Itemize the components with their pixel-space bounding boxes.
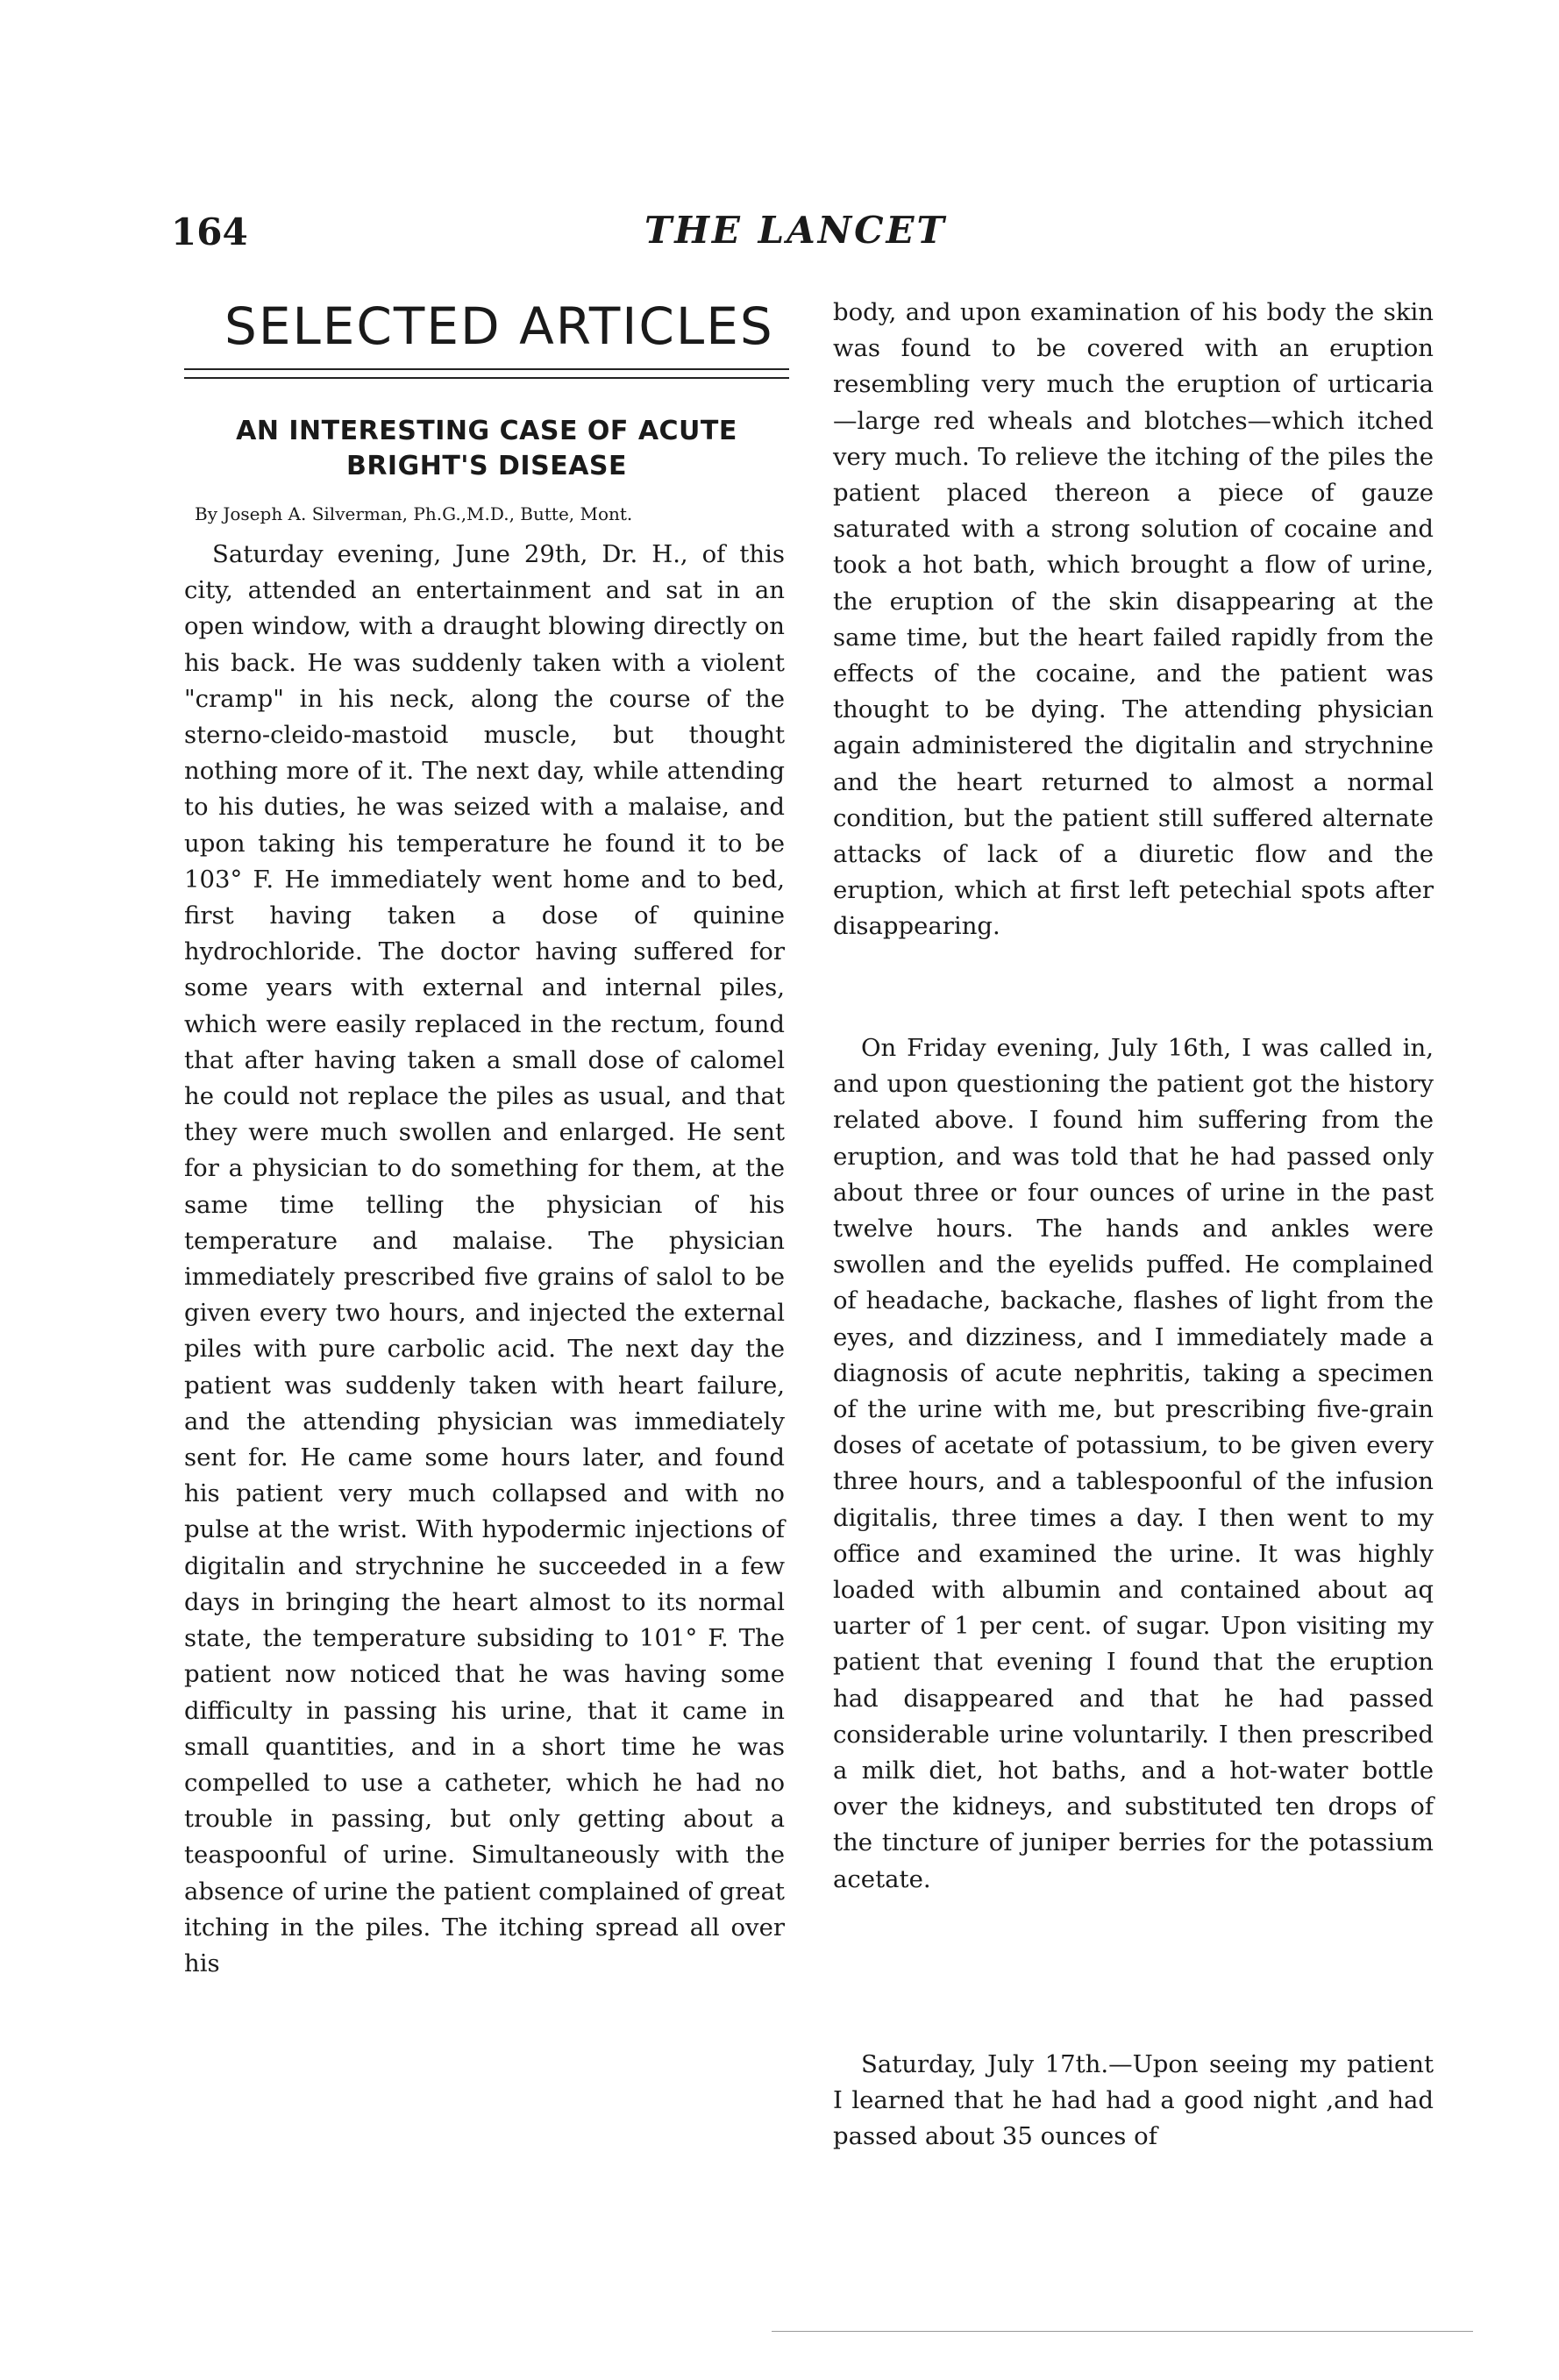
footer-rule bbox=[772, 2331, 1473, 2332]
article-paragraph-1: Saturday evening, June 29th, Dr. H., of this city, attended an entertainment and sat in an open window, with a draught blowing directly on his back. He was suddenly taken with a violent "cramp" in his neck, along the course of the sterno-cleido-mastoid muscle, but thought nothing more of it. The next day, while attending to his duties, he was seized with a malaise, and upon taking his temperature he found it to be 103° F. He immediately went home and to bed, first having taken a dose of quinine hydrochloride. The doctor having suffered for some years with external and internal piles, which were easily replaced in the rectum, found that after having taken a small dose of calomel he could not replace the piles as usual, and that they were much swollen and enlarged. He sent for a physician to do something for them, at the same time telling the physician of his temperature and malaise. The physician immediately prescribed five grains of salol to be given every two hours, and injected the external piles with pure carbolic acid. The next day the patient was suddenly taken with heart failure, and the attending physician was immediately sent for. He came some hours later, and found his patient very much collapsed and with no pulse at the wrist. With hypodermic injections of digitalin and strychnine he succeeded in a few days in bringing the heart almost to its normal state, the temperature subsiding to 101° F. The patient now noticed that he was having some difficulty in passing his urine, that it came in small quantities, and in a short time he was compelled to use a catheter, which he had no trouble in passing, but only getting about a teaspoonful of urine. Simultaneously with the absence of urine the patient complained of great itching in the piles. The itching spread all over his bbox=[184, 540, 785, 1977]
section-title: SELECTED ARTICLES bbox=[224, 296, 774, 356]
running-title: THE LANCET bbox=[644, 209, 947, 252]
page-number: 164 bbox=[171, 210, 248, 253]
article-byline: By Joseph A. Silverman, Ph.G.,M.D., Butte, Mont. bbox=[195, 503, 633, 524]
article-paragraph-3: On Friday evening, July 16th, I was called in, and upon questioning the patient got the history related above. I found him suffering from the eruption, and was told that he had passed only about three or four ounces of urine in the past twelve hours. The hands and ankles were swollen and the eyelids puffed. He complained of headache, backache, flashes of light from the eyes, and dizziness, and I immediately made a diagnosis of acute nephritis, taking a specimen of the urine with me, but prescribing five-grain doses of acetate of potassium, to be given every three hours, and a tablespoonful of the infusion digitalis, three times a day. I then went to my office and examined the urine. It was highly loaded with albumin and contained about aq uarter of 1 per cent. of sugar. Upon visiting my patient that evening I found that the eruption had disappeared and that he had passed considerable urine voluntarily. I then prescribed a milk diet, hot baths, and a hot-water bottle over the kidneys, and substituted ten drops of the tincture of juniper berries for the potassium acetate. bbox=[833, 1034, 1434, 1893]
article-title: AN INTERESTING CASE OF ACUTE BRIGHT'S DISEASE bbox=[236, 416, 737, 481]
article-paragraph-2: body, and upon examination of his body the skin was found to be covered with an eruption resembling very much the eruption of urticaria—large red wheals and blotches—which itched very much. To relieve the itching of the piles the patient placed thereon a piece of gauze saturated with a strong solution of cocaine and took a hot bath, which brought a flow of urine, the eruption of the skin disappearing at the same time, but the heart failed rapidly from the effects of the cocaine, and the patient was thought to be dying. The attending physician again administered the digitalin and strychnine and the heart returned to almost a normal condition, but the patient still suffered alternate attacks of lack of a diuretic flow and the eruption, which at first left petechial spots after disappearing. bbox=[833, 298, 1434, 941]
article-paragraph-4: Saturday, July 17th.—Upon seeing my patient I learned that he had had a good night ,and had passed about 35 ounces of bbox=[833, 2050, 1434, 2151]
double-rule-divider bbox=[184, 368, 789, 379]
